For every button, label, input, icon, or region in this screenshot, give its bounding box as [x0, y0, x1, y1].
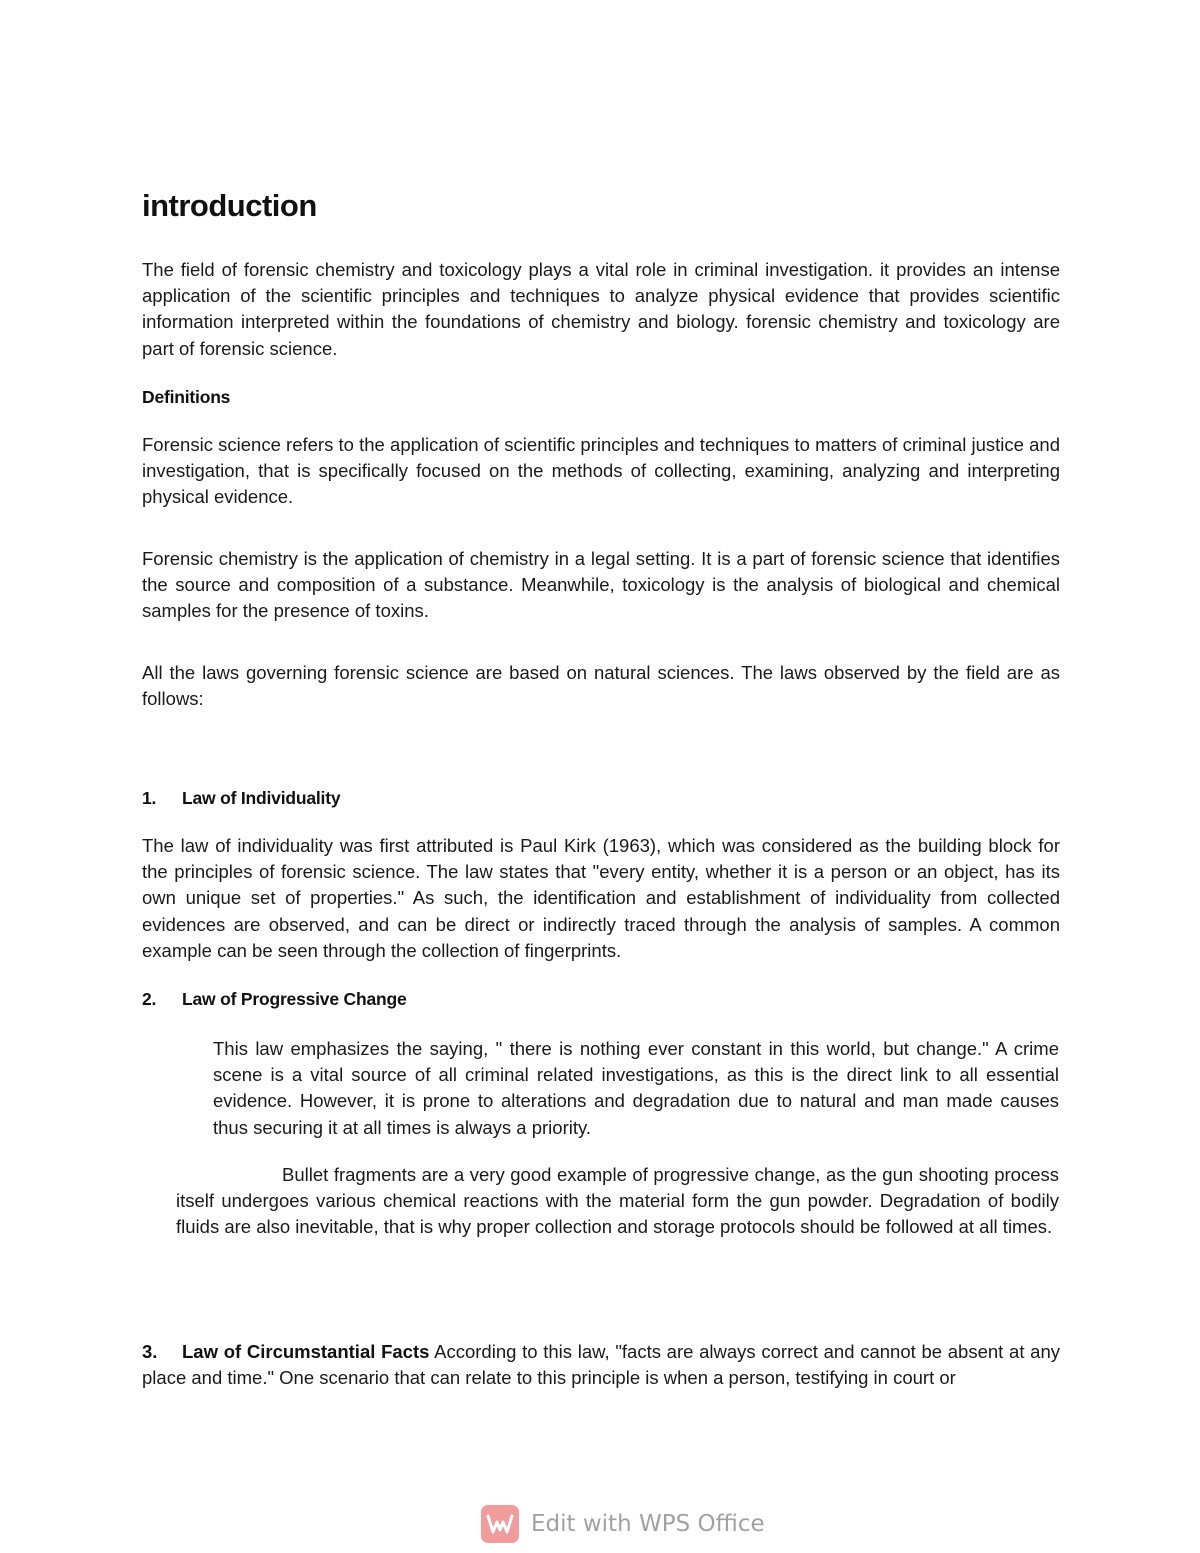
law1-title: Law of Individuality — [182, 788, 341, 808]
wps-logo-icon — [481, 1505, 519, 1543]
law3-number: 3. — [142, 1341, 158, 1362]
law2-title: Law of Progressive Change — [182, 989, 407, 1009]
definition-forensic-chemistry: Forensic chemistry is the application of chemistry in a legal setting. It is a part of forensic science that identifies the source and composition of a substance. Meanwhile, toxicology is the analysis of biological and chemical samples for the presence of toxins. — [142, 548, 1060, 622]
page-title: introduction — [142, 188, 317, 223]
intro-paragraph: The field of forensic chemistry and toxicology plays a vital role in criminal investigation. it provides an intense application of the scientific principles and techniques to analyze physical evidence that provides scientific information interpreted within the foundations of chemistry and biology. forensic chemistry and toxicology are part of forensic science. — [142, 259, 1060, 359]
definition-forensic-science: Forensic science refers to the application of scientific principles and techniques to matters of criminal justice and investigation, that is specifically focused on the methods of collecting, examining, analyzing and interpreting physical evidence. — [142, 434, 1060, 508]
law3-body: According to this law, "facts are always correct and cannot be absent at any place and time." One scenario that can relate to this principle is when a person, testifying in court or — [142, 1341, 1061, 1389]
law3-title: Law of Circumstantial Facts — [182, 1341, 430, 1362]
laws-intro: All the laws governing forensic science are based on natural sciences. The laws observed by the field are as follows: — [142, 662, 1060, 710]
law2-heading — [142, 989, 407, 1010]
law1-heading — [142, 788, 340, 809]
wps-watermark-text: Edit with WPS Office — [531, 1511, 765, 1537]
law2-body-2: Bullet fragments are a very good example of progressive change, as the gun shooting process itself undergoes various chemical reactions with the material form the gun powder. Degradation of bodily fluids are also inevitable, that is why proper collection and storage protocols should be followed at all times. — [176, 1164, 1059, 1238]
law1-body: The law of individuality was first attributed is Paul Kirk (1963), which was considered as the building block for the principles of forensic science. The law states that "every entity, whether it is a person or an object, has its own unique set of properties." As such, the identification and establishment of individuality from collected evidences are observed, and can be direct or indirectly traced through the analysis of samples. A common example can be seen through the collection of fingerprints. — [142, 835, 1060, 961]
law2-body-1: This law emphasizes the saying, " there is nothing ever constant in this world, but change." A crime scene is a vital source of all criminal related investigations, as this is the direct link to all essential evidence. However, it is prone to alterations and degradation due to natural and man made causes thus securing it at all times is always a priority. — [213, 1038, 1059, 1138]
law2-number: 2. — [142, 989, 157, 1009]
law3-paragraph — [142, 1339, 1060, 1391]
wps-watermark — [481, 1505, 765, 1543]
definitions-heading: Definitions — [142, 387, 231, 407]
law1-number: 1. — [142, 788, 157, 808]
